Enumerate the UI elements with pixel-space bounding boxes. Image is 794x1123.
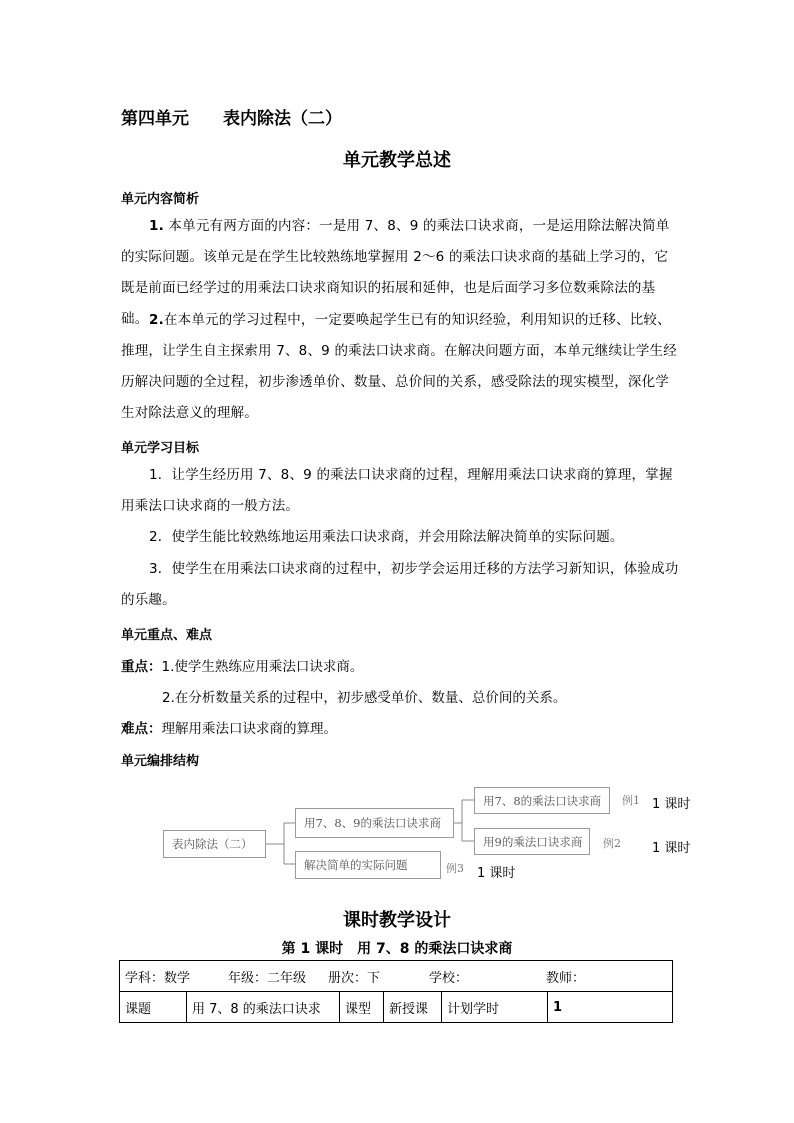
difficulty-text: 理解用乘法口诀求商的算理。	[161, 721, 337, 737]
example-3-label: 例3	[446, 862, 464, 875]
lesson-design-title: 课时教学设计	[343, 910, 451, 931]
key-point-1-text: 1.使学生熟练应用乘法口诀求商。	[161, 659, 364, 675]
type-cell: 新授课	[384, 992, 442, 1023]
goal-1-text: 1．让学生经历用 7、8、9 的乘法口诀求商的过程，理解用乘法口诀求商的算理，掌握用乘法口诀求商的一般方法。	[121, 467, 673, 514]
paragraph-1-number: 1.	[149, 218, 164, 234]
type-label-cell: 课型	[340, 992, 384, 1023]
structure-root-box: 表内除法（二）	[163, 830, 266, 858]
key-label: 重点：	[121, 659, 162, 675]
goal-3-text: 3．使学生在用乘法口诀求商的过程中，初步学会运用迁移的方法学习新知识，体验成功的乐趣。	[121, 561, 679, 608]
structure-leaf-2-box: 用9的乘法口诀求商	[474, 828, 590, 855]
goals-heading: 单元学习目标	[121, 441, 200, 456]
grade-cell: 年级：二年级	[228, 970, 307, 986]
lesson-hours-2: 1 课时	[652, 841, 691, 856]
goal-1	[121, 460, 681, 522]
difficulty-label: 难点：	[121, 721, 162, 737]
key-point-1	[121, 655, 363, 675]
lesson-hours-1: 1 课时	[652, 797, 691, 812]
structure-leaf-1-box: 用7、8的乘法口诀求商	[474, 787, 610, 814]
overview-title: 单元教学总述	[343, 150, 451, 171]
lesson-info-table	[119, 960, 673, 1023]
lesson-hours-3: 1 课时	[477, 866, 516, 881]
paragraph-2-text: 在本单元的学习过程中，一定要唤起学生已有的知识经验，利用知识的迁移、比较、推理，让学生自主探索用 7、8、9 的乘法口诀求商。在解决问题方面，本单元继续让学生经历解决问题的全过程，初步渗透单价、数量、总价间的关系，感受除法的现实模型，深化学生对除法意义的理解。	[121, 312, 677, 421]
structure-heading: 单元编排结构	[121, 754, 200, 769]
key-points-heading: 单元重点、难点	[121, 628, 213, 643]
goal-3	[121, 554, 681, 616]
structure-branch-1-box: 用7、8、9的乘法口诀求商	[295, 808, 454, 838]
example-2-label: 例2	[603, 837, 621, 850]
structure-branch-2-box: 解决简单的实际问题	[295, 851, 441, 879]
topic-label-cell: 课题	[120, 992, 187, 1023]
example-1-label: 例1	[622, 794, 640, 807]
table-header-cell	[120, 961, 673, 992]
table-row	[120, 992, 673, 1023]
unit-title	[121, 104, 342, 129]
goal-2	[121, 522, 681, 553]
subject-cell: 学科：数学	[125, 970, 191, 986]
school-cell: 学校：	[429, 970, 469, 986]
key-point-2: 2.在分析数量关系的过程中，初步感受单价、数量、总价间的关系。	[162, 690, 567, 706]
topic-cell: 用 7、8 的乘法口诀求	[187, 992, 340, 1023]
unit-number: 第四单元	[121, 109, 189, 129]
paragraph-1-text: 本单元有两方面的内容：一是用 7、8、9 的乘法口诀求商，一是运用除法解决简单的实际问题。该单元是在学生比较熟练地掌握用 2～6 的乘法口诀求商的基础上学习的，它既是前面已经学过的用乘法口诀求商知识的拓展和延伸，也是后面学习多位数乘除法的基础。	[121, 218, 670, 327]
hours-label-cell: 计划学时	[442, 992, 548, 1023]
unit-name: 表内除法（二）	[223, 109, 342, 129]
content-analysis-heading: 单元内容简析	[121, 192, 200, 207]
volume-cell: 册次：下	[328, 970, 381, 986]
lesson-title: 第 1 课时 用 7、8 的乘法口诀求商	[281, 941, 513, 957]
content-paragraph-2	[121, 305, 681, 429]
teacher-cell: 教师：	[546, 970, 586, 986]
hours-cell: 1	[548, 992, 673, 1023]
difficulty	[121, 717, 337, 737]
table-row	[120, 961, 673, 992]
goal-2-text: 2．使学生能比较熟练地运用乘法口诀求商，并会用除法解决简单的实际问题。	[149, 529, 624, 545]
paragraph-2-number: 2.	[149, 312, 164, 328]
